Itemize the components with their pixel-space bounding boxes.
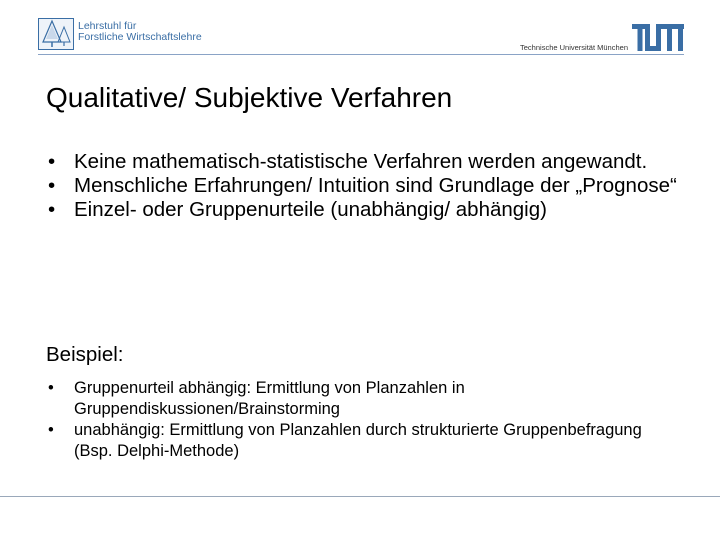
example-text: Gruppenurteil abhängig: Ermittlung von Planzahlen in Gruppendiskussionen/Brainstorming (74, 379, 465, 418)
chair-name-line-2: Forstliche Wirtschaftslehre (78, 31, 202, 43)
slide-title: Qualitative/ Subjektive Verfahren (46, 82, 453, 113)
example-label: Beispiel: (46, 343, 124, 366)
example-bullet-list (46, 378, 666, 462)
bullet-text: Einzel- oder Gruppenurteile (unabhängig/ abhängig) (74, 198, 547, 221)
bullet-glyph: • (48, 379, 54, 397)
example-item (46, 378, 666, 420)
bullet-glyph: • (48, 150, 56, 173)
bullet-item (46, 150, 686, 174)
bullet-glyph: • (48, 198, 56, 221)
tree-logo-icon (38, 18, 74, 50)
bullet-text: Menschliche Erfahrungen/ Intuition sind Grundlage der „Prognose“ (74, 174, 677, 197)
chair-name-line-1: Lehrstuhl für (78, 20, 137, 32)
university-name: Technische Universität München (520, 43, 628, 52)
main-bullet-list (46, 150, 686, 222)
bullet-text: Keine mathematisch-statistische Verfahren werden angewandt. (74, 150, 648, 173)
bullet-glyph: • (48, 174, 56, 197)
chair-name (78, 21, 202, 43)
header-divider (38, 54, 684, 55)
footer-divider (0, 496, 720, 497)
bullet-item (46, 174, 686, 198)
tum-logo-icon (632, 24, 684, 51)
bullet-glyph: • (48, 421, 54, 439)
example-item (46, 420, 666, 462)
example-text: unabhängig: Ermittlung von Planzahlen durch strukturierte Gruppenbefragung (Bsp. Delphi-Methode) (74, 421, 642, 460)
bullet-item (46, 198, 686, 222)
